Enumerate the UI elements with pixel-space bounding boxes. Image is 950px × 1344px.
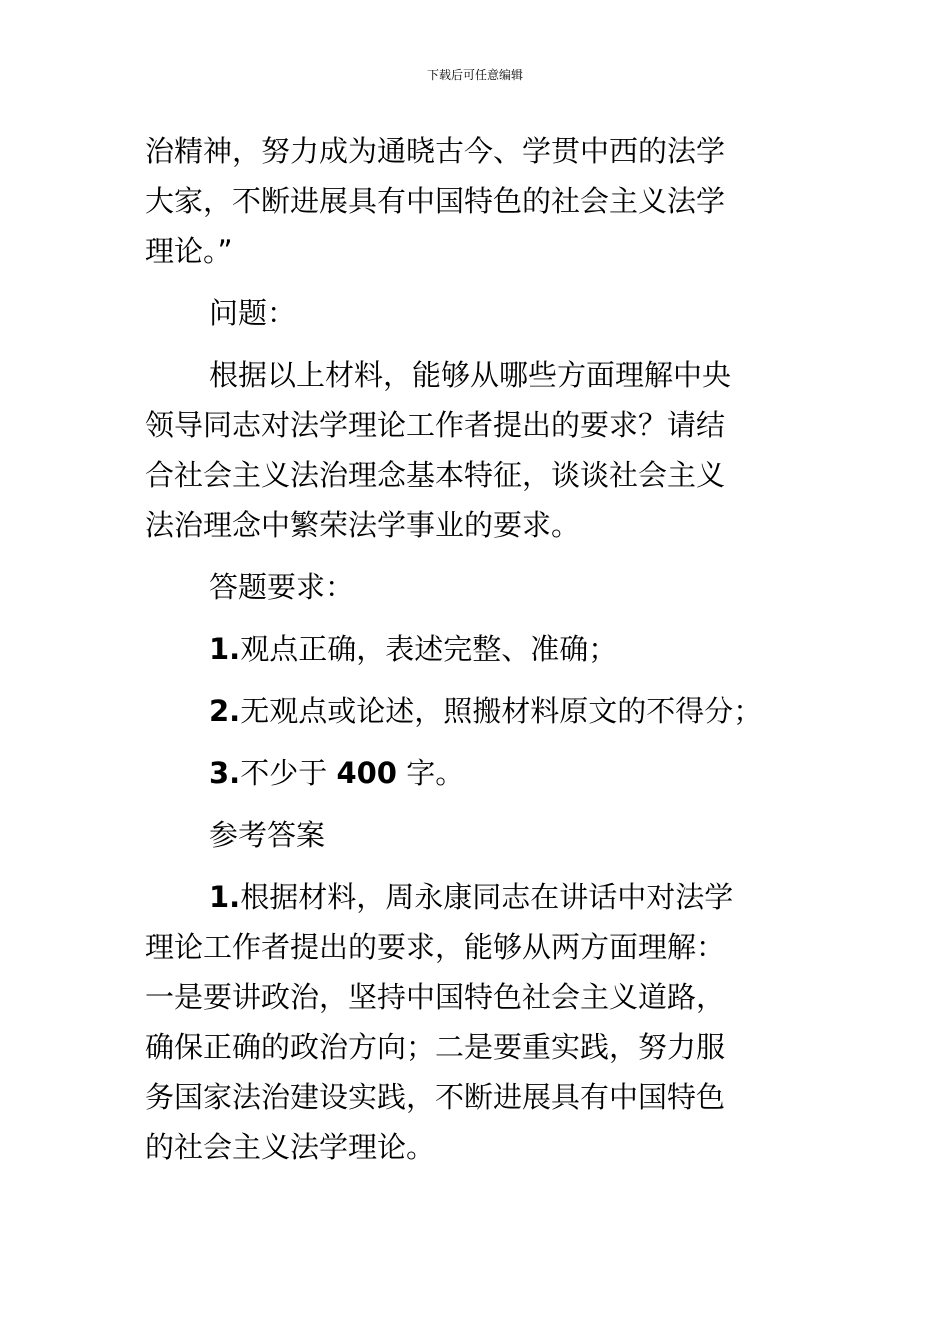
text-line: 法治理念中繁荣法学事业的要求。 bbox=[145, 508, 581, 542]
text-line bbox=[145, 686, 805, 736]
requirement-item-2 bbox=[145, 686, 805, 736]
text-line: 答题要求： bbox=[209, 570, 355, 604]
text-line: 合社会主义法治理念基本特征，谈谈社会主义 bbox=[145, 458, 726, 492]
text-line: 务国家法治建设实践，不断进展具有中国特色 bbox=[145, 1080, 726, 1114]
text-line: 大家，不断进展具有中国特色的社会主义法学 bbox=[145, 184, 726, 218]
item-number: 1. bbox=[209, 880, 241, 914]
text-line: 问题： bbox=[209, 296, 297, 330]
paragraph-continuation bbox=[145, 126, 805, 276]
item-text: 根据材料，周永康同志在讲话中对法学 bbox=[240, 880, 734, 914]
text-line: 确保正确的政治方向；二是要重实践，努力服 bbox=[145, 1030, 726, 1064]
text-line: 理论。” bbox=[145, 234, 233, 268]
header-text: 下载后可任意编辑 bbox=[426, 68, 523, 82]
item-number: 1. bbox=[209, 632, 241, 666]
text-line: 的社会主义法学理论。 bbox=[145, 1130, 436, 1164]
answer-heading bbox=[145, 810, 805, 860]
item-number: 3. bbox=[209, 756, 241, 790]
text-line bbox=[145, 624, 805, 674]
text-line: 一是要讲政治，坚持中国特色社会主义道路， bbox=[145, 980, 726, 1014]
requirement-item-1 bbox=[145, 624, 805, 674]
requirements-heading bbox=[145, 562, 805, 612]
text-line bbox=[145, 748, 805, 798]
text-line: 根据以上材料，能够从哪些方面理解中央 bbox=[209, 358, 732, 392]
question-heading bbox=[145, 288, 805, 338]
item-text: 无观点或论述，照搬材料原文的不得分； bbox=[240, 694, 763, 728]
text-line: 理论工作者提出的要求，能够从两方面理解： bbox=[145, 930, 726, 964]
requirement-item-3 bbox=[145, 748, 805, 798]
item-suffix: 字。 bbox=[396, 756, 465, 790]
word-count: 400 bbox=[336, 756, 397, 790]
text-line: 治精神，努力成为通晓古今、学贯中西的法学 bbox=[145, 134, 726, 168]
page-header bbox=[0, 66, 950, 84]
item-text: 观点正确，表述完整、准确； bbox=[240, 632, 618, 666]
answer-item-1 bbox=[145, 872, 805, 1172]
item-text: 不少于 bbox=[240, 756, 328, 790]
text-line: 领导同志对法学理论工作者提出的要求？请结 bbox=[145, 408, 726, 442]
document-body bbox=[145, 126, 805, 1172]
item-number: 2. bbox=[209, 694, 241, 728]
question-body bbox=[145, 350, 805, 550]
text-line: 参考答案 bbox=[209, 818, 326, 852]
text-line bbox=[145, 872, 805, 922]
